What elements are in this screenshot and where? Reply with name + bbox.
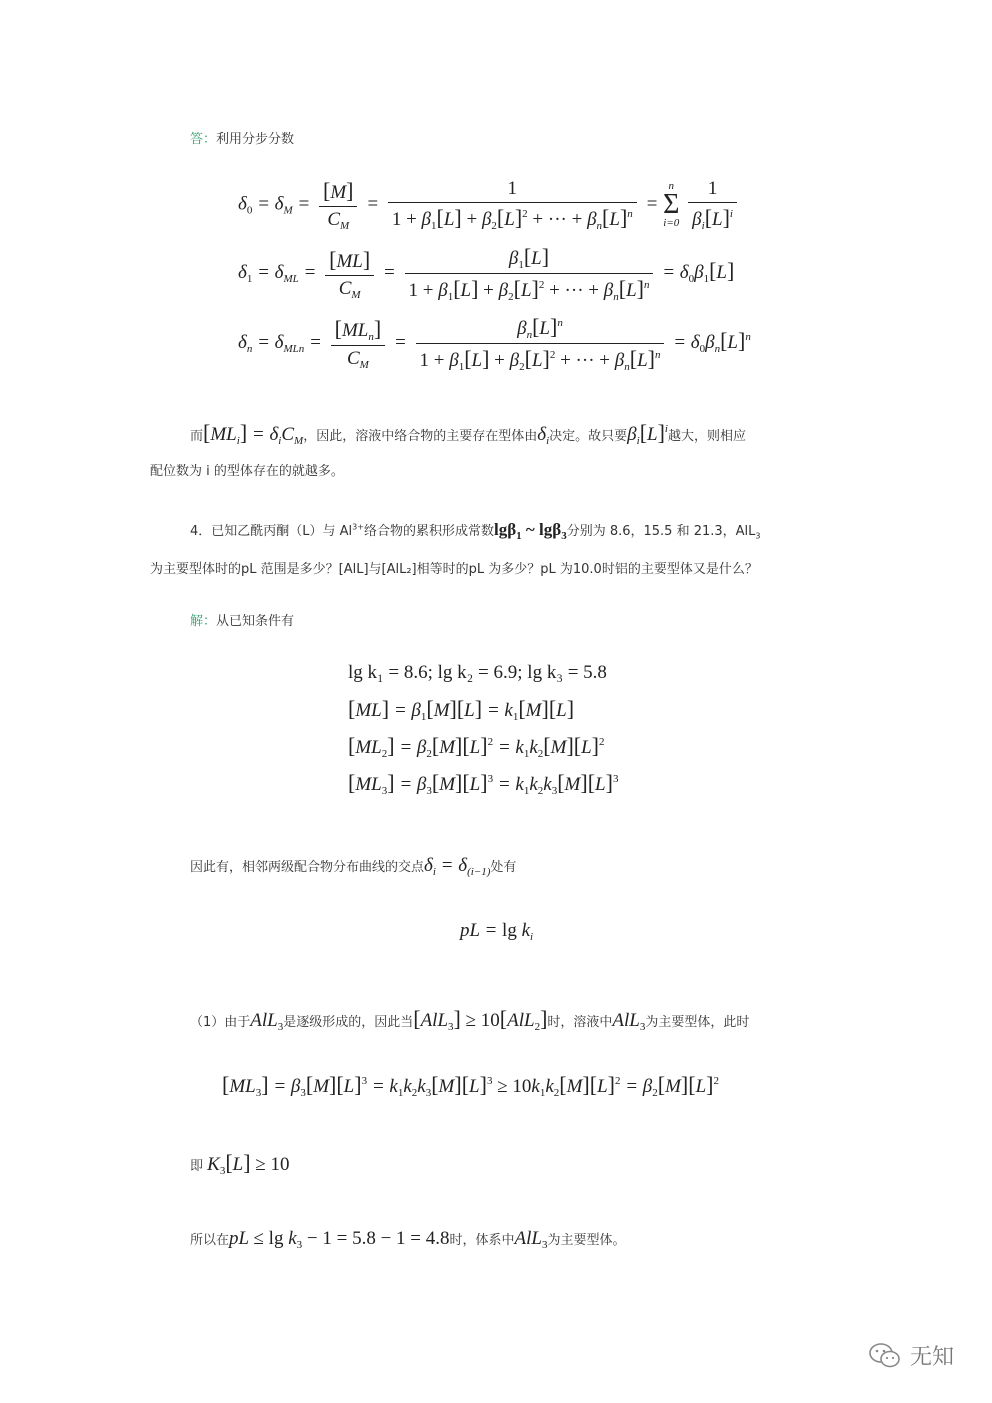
formula-beta-l: $\beta_i[L]^i$ bbox=[627, 420, 668, 447]
para4-prefix: 即 bbox=[190, 1159, 204, 1174]
equation-ml2: $[ML_2] = \beta_2[M][L]^2 = k_1k_2[M][L]^2$ bbox=[348, 733, 605, 760]
formula-all3-a: AlL$_3$ bbox=[250, 1010, 284, 1033]
question-sup: 3+ bbox=[352, 522, 364, 532]
para1-mid2: 决定。故只要 bbox=[549, 429, 628, 444]
question-sub: 3 bbox=[755, 531, 761, 541]
solution-line bbox=[190, 610, 294, 629]
paragraph-1-line-2: 配位数为 i 的型体存在的就越多。 bbox=[150, 464, 344, 479]
watermark-text: 无知 bbox=[910, 1345, 955, 1370]
paragraph-2 bbox=[190, 855, 516, 878]
question-text-a: 4．已知乙酰丙酮（L）与 Al bbox=[190, 524, 353, 539]
wechat-icon bbox=[868, 1341, 902, 1371]
para2-suffix: 处有 bbox=[490, 860, 517, 875]
para3-d: 为主要型体，此时 bbox=[645, 1015, 750, 1030]
equation-delta-0: $\delta_0 = \delta_M$ = $\frac{[M]}{C_M}$ = $\frac{1}{1 + \beta_1[L] + \beta_2[L]^2 + \cdot\cdot\cdot + \beta_n[L]^n}$ = n Σ i=0 $\frac{1}{\beta_i[L]^i}$ bbox=[238, 178, 741, 232]
question-line-1 bbox=[190, 520, 761, 542]
equation-ml3: $[ML_3] = \beta_3[M][L]^3 = k_1k_2k_3[M][L]^3$ bbox=[348, 770, 619, 797]
answer-label: 答： bbox=[190, 132, 217, 147]
question-text-c: 分别为 8.6，15.5 和 21.3，AlL bbox=[566, 524, 756, 539]
formula-k3l: $K_3[L] \ge 10$ bbox=[207, 1150, 290, 1177]
equation-ml: $[ML] = \beta_1[M][L] = k_1[M][L]$ bbox=[348, 696, 575, 723]
equation-lgk: lg k₁ = 8.6; lg k₂ = 6.9; lg k₃ = 5.8 bbox=[348, 662, 607, 683]
para5-suffix: 为主要型体。 bbox=[547, 1233, 626, 1248]
para3-b: 是逐级形成的，因此当 bbox=[283, 1015, 414, 1030]
para5-mid: 时，体系中 bbox=[449, 1233, 515, 1248]
paragraph-4 bbox=[190, 1150, 290, 1177]
solution-text: 从已知条件有 bbox=[216, 614, 295, 629]
equation-ml3-inequality: $[ML_3] = \beta_3[M][L]^3 = k_1k_2k_3[M][L]^3 \ge 10k_1k_2[M][L]^2 = \beta_2[M][L]^2$ bbox=[222, 1072, 719, 1099]
answer-line bbox=[190, 128, 294, 147]
paragraph-3 bbox=[190, 1006, 749, 1033]
para3-c: 时，溶液中 bbox=[547, 1015, 613, 1030]
paragraph-5 bbox=[190, 1228, 626, 1251]
formula-condition: [AlL$_3$] ≥ 10[AlL$_2$] bbox=[413, 1006, 548, 1033]
formula-pl-range: pL ≤ $\lg k_3 - 1 = 5.8 - 1 = 4.8$ bbox=[229, 1228, 450, 1251]
para5-prefix: 所以在 bbox=[190, 1233, 230, 1248]
para2-prefix: 因此有，相邻两级配合物分布曲线的交点 bbox=[190, 860, 425, 875]
paragraph-1-line-1 bbox=[190, 420, 746, 447]
para3-a: （1）由于 bbox=[190, 1015, 251, 1030]
para1-suffix: 越大，则相应 bbox=[667, 429, 746, 444]
equation-pl: pL = $\lg k_i$ bbox=[460, 920, 534, 943]
para1-prefix: 而 bbox=[190, 429, 204, 444]
formula-delta-i: $\delta_i$ bbox=[537, 424, 550, 447]
answer-text: 利用分步分数 bbox=[216, 132, 295, 147]
watermark-logo bbox=[868, 1340, 954, 1371]
question-line-2: 为主要型体时的pL 范围是多少？[AlL]与[AlL₂]相等时的pL 为多少？pL 为10.0时铝的主要型体又是什么？ bbox=[150, 562, 758, 577]
solution-label: 解： bbox=[190, 614, 217, 629]
formula-mli: $[ML_i] = \delta_iC_M$ bbox=[203, 420, 304, 447]
formula-lgbeta-range: lgβ$_1$ ~ lgβ$_3$ bbox=[493, 520, 567, 542]
equation-delta-1: $\delta_1 = \delta_{ML}$ = $\frac{[ML]}{C_M}$ = $\frac{\beta_1[L]}{1 + \beta_1[L] + \beta_2[L]^2 + \cdot\cdot\cdot + \beta_n[L]^n}$ = $\delta_0\beta_1[L]$ bbox=[238, 244, 735, 303]
formula-all3-c: AlL$_3$ bbox=[514, 1228, 548, 1251]
formula-delta-equal: $\delta_i = \delta_{(i-1)}$ bbox=[424, 855, 491, 878]
equation-delta-n: $\delta_n = \delta_{MLn}$ = $\frac{[ML_n]}{C_M}$ = $\frac{\beta_n[L]^n}{1 + \beta_1[L] + \beta_2[L]^2 + \cdot\cdot\cdot + \beta_n[L]^n}$ = $\delta_0\beta_n[L]^n$ bbox=[238, 314, 751, 373]
para1-mid: ，因此，溶液中络合物的主要存在型体由 bbox=[303, 429, 538, 444]
formula-all3-b: AlL$_3$ bbox=[612, 1010, 646, 1033]
question-text-b: 络合物的累积形成常数 bbox=[363, 524, 494, 539]
